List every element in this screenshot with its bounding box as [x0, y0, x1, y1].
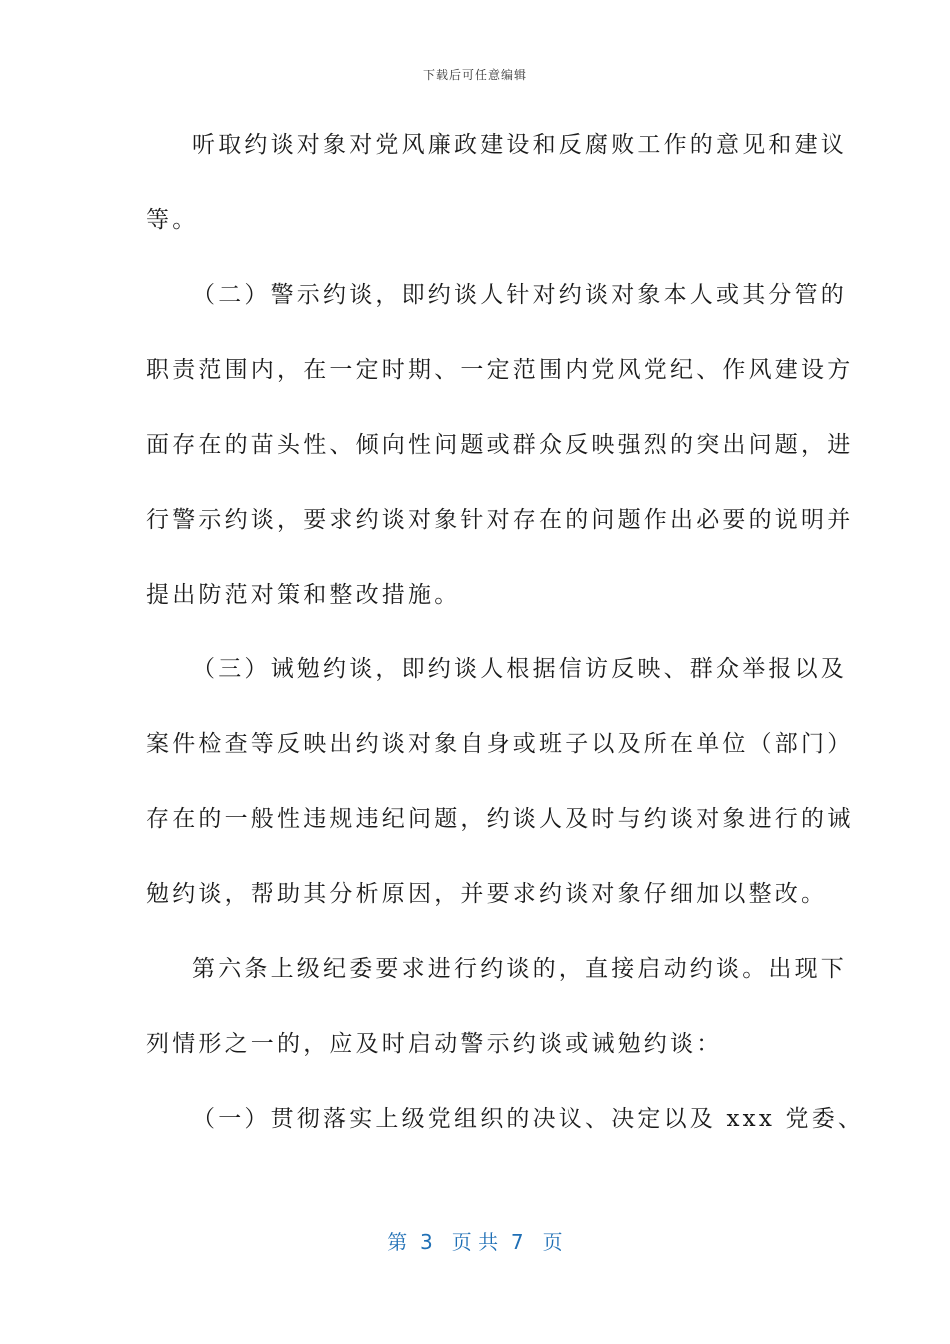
body-line: 列情形之一的，应及时启动警示约谈或诫勉约谈：	[146, 1031, 723, 1057]
body-line: （一）贯彻落实上级党组织的决议、决定以及 xxx 党委、	[192, 1106, 865, 1132]
body-line: 行警示约谈，要求约谈对象针对存在的问题作出必要的说明并	[146, 507, 854, 533]
body-line: 等。	[146, 207, 199, 233]
body-line: 第六条上级纪委要求进行约谈的，直接启动约谈。出现下	[192, 956, 847, 982]
body-line: 听取约谈对象对党风廉政建设和反腐败工作的意见和建议	[192, 132, 847, 158]
page-number: 第 3 页 共 7 页	[387, 1230, 563, 1254]
body-line: 勉约谈，帮助其分析原因，并要求约谈对象仔细加以整改。	[146, 881, 828, 907]
body-line: 提出防范对策和整改措施。	[146, 582, 461, 608]
body-line: 存在的一般性违规违纪问题，约谈人及时与约谈对象进行的诫	[146, 806, 854, 832]
body-line: （三）诫勉约谈，即约谈人根据信访反映、群众举报以及	[192, 656, 847, 682]
body-line: 面存在的苗头性、倾向性问题或群众反映强烈的突出问题，进	[146, 432, 854, 458]
header-note: 下载后可任意编辑	[422, 68, 527, 82]
body-line: 职责范围内，在一定时期、一定范围内党风党纪、作风建设方	[146, 357, 854, 383]
body-line: 案件检查等反映出约谈对象自身或班子以及所在单位（部门）	[146, 731, 854, 757]
body-line: （二）警示约谈，即约谈人针对约谈对象本人或其分管的	[192, 282, 847, 308]
